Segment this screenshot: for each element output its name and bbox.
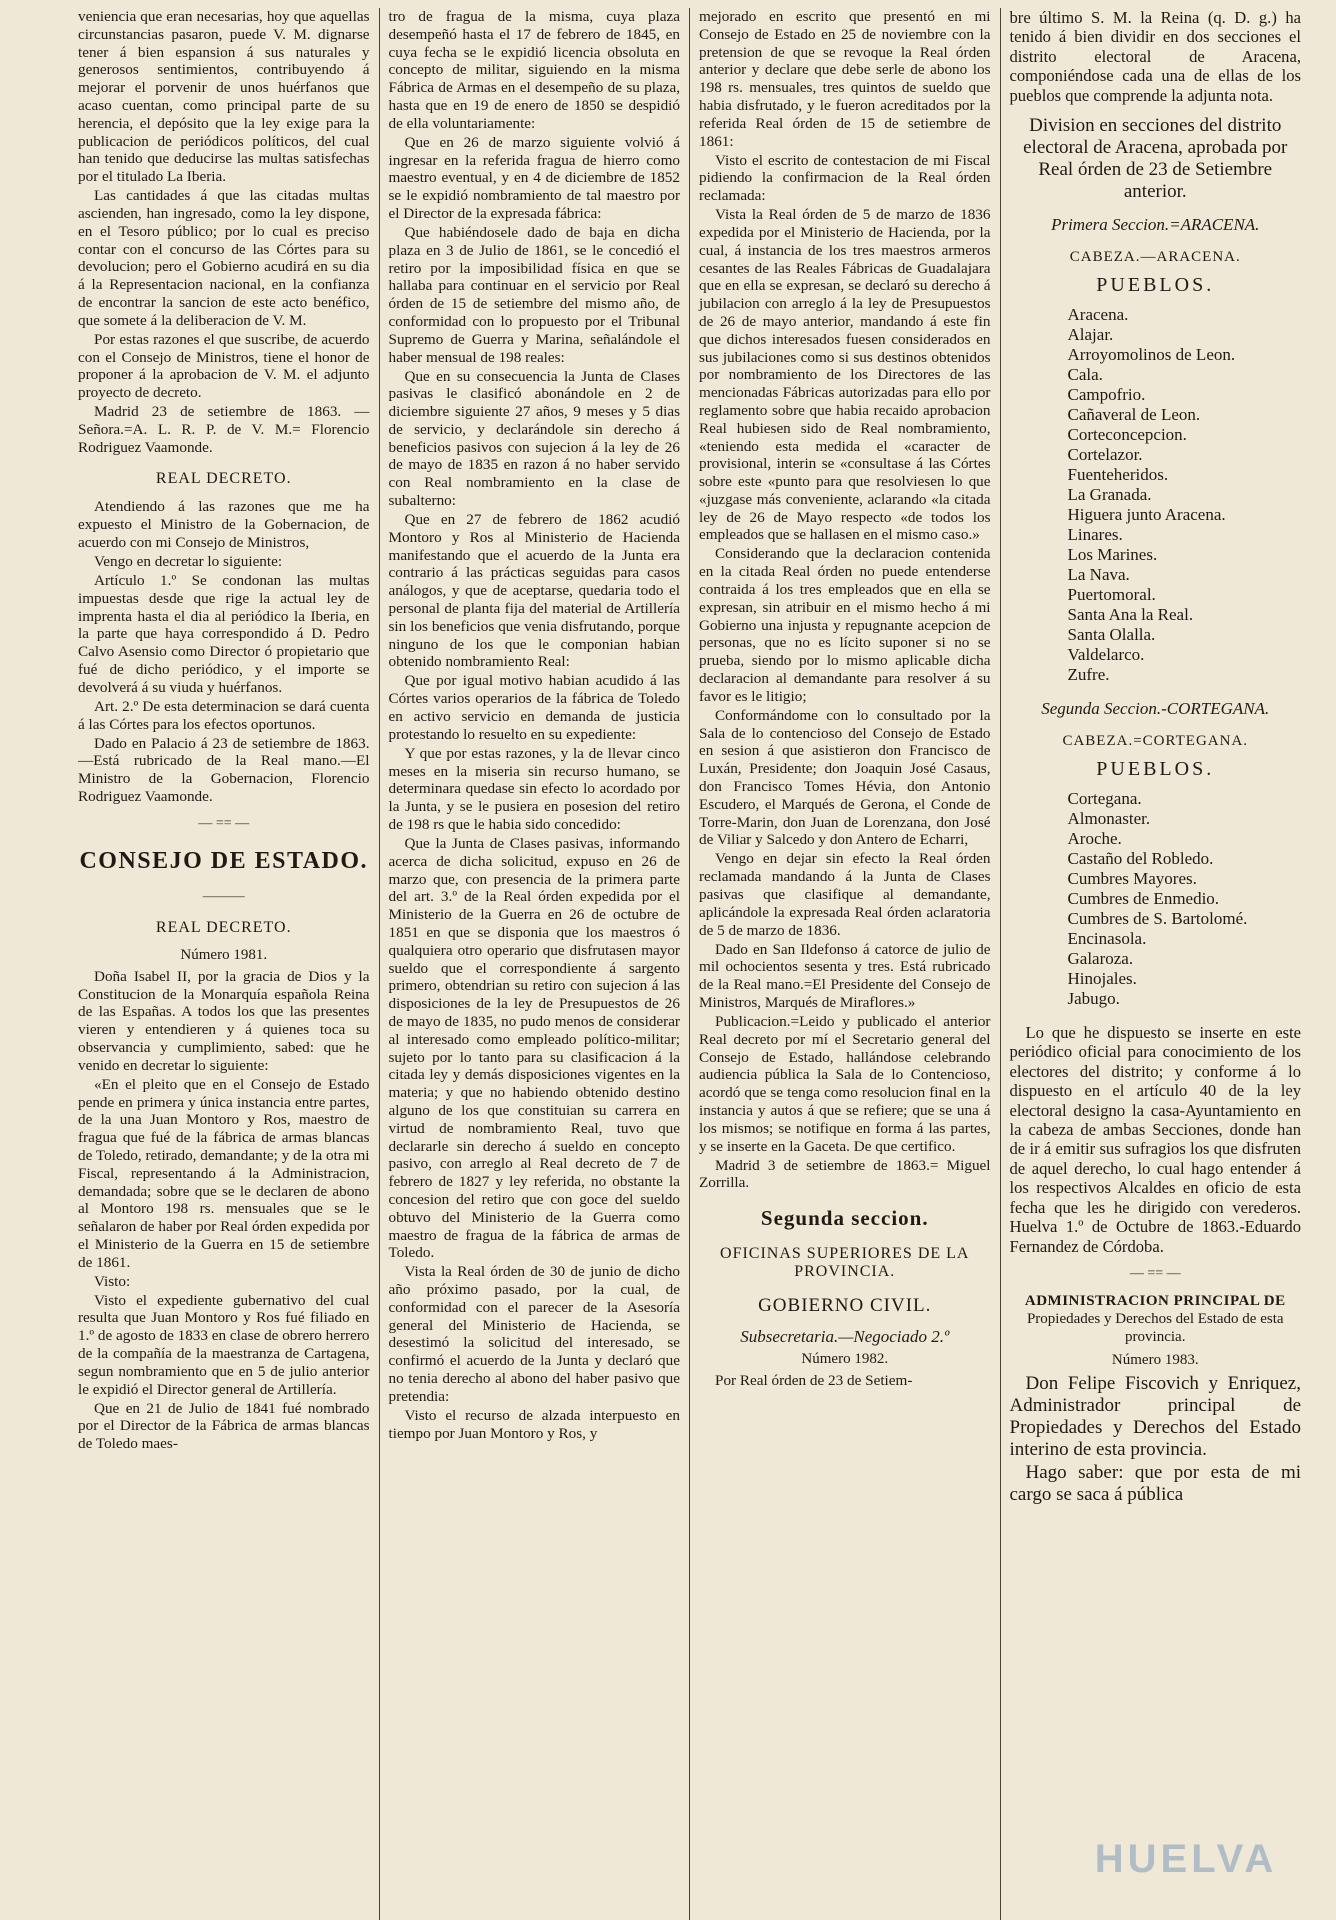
town-item: Cala.: [1067, 365, 1103, 385]
paragraph: Vengo en decretar lo siguiente:: [94, 553, 283, 571]
watermark-huelva: HUELVA: [1094, 1836, 1278, 1881]
section-heading: CONSEJO DE ESTADO.: [79, 847, 369, 874]
signature: Madrid 3 de setiembre de 1863.= Miguel Zorrilla.: [699, 1156, 991, 1192]
column-2: [379, 8, 690, 1920]
town-item: La Granada.: [1067, 485, 1152, 505]
town-item: Encinasola.: [1067, 929, 1147, 949]
town-item: Valdelarco.: [1067, 645, 1145, 665]
town-item: Cumbres Mayores.: [1067, 869, 1197, 889]
town-item: Hinojales.: [1067, 969, 1137, 989]
section-heading: Segunda seccion.: [760, 1206, 929, 1231]
section-heading: OFICINAS SUPERIORES DE LA PROVINCIA.: [720, 1245, 970, 1281]
town-item: Campofrio.: [1067, 385, 1146, 405]
paragraph: Dado en San Ildefonso á catorce de julio de mil ochocientos sesenta y tres. Está rubricado de la Real mano.=El Presidente del Consejo de Ministros, Marqués de Miraflores.»: [699, 940, 991, 1011]
paragraph: Conformándome con lo consultado por la Sala de lo contencioso del Consejo de Estado en sesion á que asistieron don Francisco de Luxán, Presidente; don Joaquin José Casaus, don Francisco Tomes Hévia, don Antonio Escudero, el Marqués de Gerona, el Conde de Torre-Marin, don Juan de Lorenzana, don José de Viliar y Salcedo y don Antero de Echarri,: [699, 706, 991, 849]
paragraph: Visto el expediente gubernativo del cual resulta que Juan Montoro y Ros fué filiado en 1.º de agosto de 1833 en clase de obrero herrero de la compañía de la maestranza de Cartagena, segun nombramiento que en 5 de julio anterior le expidió el Director general de Artillería.: [78, 1291, 370, 1398]
divider: — == —: [198, 815, 250, 831]
paragraph: Considerando que la declaracion contenida en la citada Real órden no puede entenderse contraida á los tres empleados que en ella se expresan, sin atribuir en el mismo hecho á mi Gobierno una injusta y repugnante acepcion de personas, que no es lícito suponer si no se prueba, siendo por lo mismo aplicable dicha declaracion al demandante para resolver á su favor es le litigio;: [699, 545, 991, 705]
paragraph: Que en 21 de Julio de 1841 fué nombrado por el Director de la Fábrica de armas blancas de Toledo maes-: [78, 1399, 370, 1453]
town-item: Almonaster.: [1067, 809, 1151, 829]
town-item: Alajar.: [1067, 325, 1114, 345]
paragraph: Visto el escrito de contestacion de mi Fiscal pidiendo la confirmacion de la Real órden reclamada:: [699, 151, 991, 205]
section-title-aracena: Primera Seccion.=ARACENA.: [1051, 215, 1260, 235]
section-title-cortegana: Segunda Seccion.-CORTEGANA.: [1041, 699, 1270, 719]
town-item: Cumbres de S. Bartolomé.: [1067, 909, 1248, 929]
town-list-cortegana: [1068, 789, 1302, 1009]
town-item: Cortelazor.: [1067, 445, 1143, 465]
column-4: [1000, 8, 1311, 1920]
section-heading: REAL DECRETO.: [155, 918, 292, 936]
town-item: Aracena.: [1067, 305, 1129, 325]
paragraph: veniencia que eran necesarias, hoy que aquellas circunstancias pasaron, puede V. M. dignarse tener á bien espansion á sus naturales y generosos sentimientos, contribuyendo á mejorar el porvenir de unos huérfanos que acaso cuentan, como principal parte de su herencia, el depósito que la ley exige para la publicacion de periódicos políticos, del cual han tenido que deducirse las multas satisfechas por el titulado La Iberia.: [78, 8, 370, 186]
paragraph: Que la Junta de Clases pasivas, informando acerca de dicha solicitud, expuso en 26 de marzo que, con presencia de la primera parte del art. 3.º de la Real órden expedida por el Ministerio de la Guerra en 26 de octubre de 1851 en que se disponia que los maestros ó qualquiera otro operario que disfrutasen mayor sueldo que el correspondiente á sargento primero, obtendrian su retiro con sujecion á las disposiciones de la ley de Presupuestos de 26 de mayo de 1835, no pudo menos de considerar al interesado como empleado político-militar; sujeto por lo tanto para su clasificacion á la citada ley y demás disposiciones vigentes en la materia; y que no habiendo obtenido destino alguno de los que constituian su carrera en virtud de nombramiento Real, tuvo que declararle sin derecho á sueldo en concepto pasivo, con arreglo al Real decreto de 7 de febrero de 1827 y ley referida, no obstante la concesion del retiro que con goce del sueldo obtuvo del Ministerio de la Guerra como maestro de fragua de la fábrica de armas de Toledo.: [388, 834, 680, 1262]
paragraph: Que en 26 de marzo siguiente volvió á ingresar en la referida fragua de hierro como maestro eventual, y en 4 de diciembre de 1852 se le expidió nombramiento de tal maestro por el Director de la expresada fábrica:: [388, 133, 680, 222]
paragraph: Por Real órden de 23 de Setiem-: [715, 1372, 913, 1390]
admin-heading-line: Propiedades y Derechos del Estado de esta provincia.: [1026, 1310, 1284, 1345]
town-item: Puertomoral.: [1067, 585, 1156, 605]
paragraph: Vengo en dejar sin efecto la Real órden reclamada mandando á la Junta de Clases pasivas que clasifique al demandante, aplicándole la expresada Real órden aclaratoria de 5 de marzo de 1836.: [699, 850, 991, 939]
cabeza-line: CABEZA.—ARACENA.: [1069, 249, 1241, 266]
section-heading: REAL DECRETO.: [155, 470, 292, 488]
decree-number: Número 1981.: [180, 946, 268, 963]
paragraph: mejorado en escrito que presentó en mi Consejo de Estado en 25 de noviembre con la pretension de que se revoque la Real órden anterior y declare que debe serle de abono los 198 rs. mensuales, tres quintos de sueldo que habia disfrutado, y le fueron acreditados por la referida Real órden de 15 de setiembre de 1861:: [699, 8, 991, 150]
column-1: [78, 8, 379, 1920]
town-list-aracena: [1068, 305, 1302, 685]
town-item: Jabugo.: [1067, 989, 1120, 1009]
paragraph: «En el pleito que en el Consejo de Estado pende en primera y única instancia entre partes, de la una Juan Montoro y Ros, maestro de fragua que fué de la fábrica de armas blancas de Toledo, retirado, demandante; y de la otra mi Fiscal, representando á la Administracion, demandada; sobre que se le declaren de abono al Montoro 198 rs. mensuales que se le señalaron de haber por Real órden expedida por el Ministerio de la Guerra en 15 de setiembre de 1861.: [78, 1075, 370, 1271]
paragraph: Vista la Real órden de 30 de junio de dicho año próximo pasado, por la cual, de conformidad con el parecer de la Asesoría general del Ministerio de Hacienda, se desestimó la solicitud del interesado, se confirmó el acuerdo de la Junta y declaró que no tenia derecho al abono del haber pasivo que pretendia:: [388, 1263, 680, 1405]
town-item: Aroche.: [1067, 829, 1122, 849]
division-title: Division en secciones del distrito electoral de Aracena, aprobada por Real órden de 23 de Setiembre anterior.: [1023, 115, 1288, 203]
paragraph: Las cantidades á que las citadas multas ascienden, han ingresado, como la ley dispone, en el Tesoro público; por lo cual es preciso contar con el concurso de las Córtes para su devolucion; pero el Gobierno acudirá en su dia á la Representacion nacional, en la confianza de encontrar la sancion de este acto benéfico, que somete á la deliberacion de V. M.: [78, 187, 370, 329]
section-heading: GOBIERNO CIVIL.: [758, 1295, 932, 1317]
paragraph: bre último S. M. la Reina (q. D. g.) ha tenido á bien dividir en dos secciones el distrito electoral de Aracena, componiéndose cada una de ellas de los pueblos que comprende la adjunta nota.: [1009, 8, 1301, 105]
pueblos-heading: PUEBLOS.: [1096, 274, 1215, 297]
paragraph: Publicacion.=Leido y publicado el anterior Real decreto por mí el Secretario general del Consejo de Estado, hallándose celebrando audiencia pública la Sala de lo Contencioso, acordó que se tenga como resolucion final en la instancia y autos á que se refiere; que se una á los mismos; se notifique en forma á las partes, y se inserte en la Gaceta. De que certifico.: [699, 1012, 991, 1155]
paragraph: Por estas razones el que suscribe, de acuerdo con el Consejo de Ministros, tiene el honor de proponer á la aprobacion de V. M. el adjunto proyecto de decreto.: [78, 330, 370, 402]
paragraph: Visto el recurso de alzada interpuesto en tiempo por Juan Montoro y Ros, y: [388, 1406, 680, 1442]
paragraph: Lo que he dispuesto se inserte en este periódico oficial para conocimiento de los electores del distrito; y conforme á lo dispuesto en el artículo 40 de la ley electoral designo la casa-Ayuntamiento en la cabeza de ambas Secciones, donde han de ir á emitir sus sufragios los que disfruten de aquel derecho, lo cual hago entender á los respectivos Alcaldes en oficio de esta fecha que les he dirigido con verederos. Huelva 1.º de Octubre de 1863.-Eduardo Fernandez de Córdoba.: [1009, 1023, 1301, 1256]
paragraph: Que por igual motivo habian acudido á las Córtes varios operarios de la fábrica de Toledo en activo servicio en demanda de justicia protestando lo resuelto en su expediente:: [388, 672, 680, 743]
paragraph: Art. 2.º De esta determinacion se dará cuenta á las Córtes para los efectos oportunos.: [78, 697, 370, 733]
town-item: Cañaveral de Leon.: [1067, 405, 1201, 425]
cabeza-line: CABEZA.=CORTEGANA.: [1062, 733, 1249, 750]
column-3: [689, 8, 1000, 1920]
town-item: Santa Olalla.: [1067, 625, 1156, 645]
paragraph: Doña Isabel II, por la gracia de Dios y la Constitucion de la Monarquía española Reina de las Españas. A todos los que las presentes vieren y entendieren y á quienes toca su observancia y cumplimiento, sabed: que he venido en decretar lo siguiente:: [78, 967, 370, 1074]
divider: ———: [202, 888, 245, 904]
decree-number: Número 1982.: [801, 1351, 889, 1368]
paragraph: Visto:: [94, 1272, 131, 1290]
town-item: Galaroza.: [1067, 949, 1134, 969]
town-item: Cortegana.: [1067, 789, 1142, 809]
paragraph: Hago saber: que por esta de mi cargo se saca á pública: [1009, 1462, 1301, 1506]
paragraph: Y que por estas razones, y la de llevar cinco meses en la miseria sin recurso humano, se determinara quedase sin efecto lo acordado por la Junta, y se le pusiera en posesion del retiro de 198 rs que le habia sido concedido:: [388, 744, 680, 833]
signature: Madrid 23 de setiembre de 1863. —Señora.=A. L. R. P. de V. M.= Florencio Rodriguez Vaamonde.: [78, 403, 370, 456]
paragraph: Que habiéndosele dado de baja en dicha plaza en 3 de Julio de 1861, se le concedió el retiro por la imposibilidad física en que se hallaba para continuar en el servicio por Real órden de 15 de setiembre del mismo año, de conformidad con lo propuesto por el Tribunal Supremo de Guerra y Marina, señalándole el haber mensual de 198 reales:: [388, 223, 680, 366]
town-item: Santa Ana la Real.: [1067, 605, 1194, 625]
paragraph: Que en 27 de febrero de 1862 acudió Montoro y Ros al Ministerio de Hacienda manifestando que el acuerdo de la Junta era contrario á las prácticas seguidas para casos análogos, y que de aceptarse, quedaria todo el personal de planta fija del material de Artillería sin los beneficios que venia disfrutando, porque ninguno de los que le componian habian obtenido nombramiento Real:: [388, 511, 680, 671]
paragraph: Que en su consecuencia la Junta de Clases pasivas le clasificó abonándole en 2 de diciembre siguiente 27 años, 9 meses y 5 dias de servicio, y declarándole sin derecho á beneficios pasivos con sujecion á la ley de 26 de mayo de 1835 en razon á no haber servido con Real nombramiento en la clase de subalterno:: [388, 367, 680, 510]
town-item: Corteconcepcion.: [1067, 425, 1187, 445]
decree-number: Número 1983.: [1111, 1351, 1199, 1368]
town-item: Castaño del Robledo.: [1067, 849, 1214, 869]
admin-heading-line: ADMINISTRACION PRINCIPAL DE: [1024, 1292, 1286, 1309]
pueblos-heading: PUEBLOS.: [1096, 758, 1215, 781]
admin-heading: [1010, 1292, 1302, 1346]
town-item: Cumbres de Enmedio.: [1067, 889, 1220, 909]
town-item: Arroyomolinos de Leon.: [1067, 345, 1236, 365]
paragraph: Dado en Palacio á 23 de setiembre de 1863.—Está rubricado de la Real mano.—El Ministro de la Gobernacion, Florencio Rodriguez Vaamonde.: [78, 734, 370, 805]
town-item: Fuenteheridos.: [1067, 465, 1169, 485]
town-item: Higuera junto Aracena.: [1067, 505, 1226, 525]
subsection-heading: Subsecretaria.—Negociado 2.º: [740, 1327, 950, 1347]
town-item: Los Marines.: [1067, 545, 1158, 565]
divider: — == —: [1129, 1265, 1181, 1281]
paragraph: tro de fragua de la misma, cuya plaza desempeñó hasta el 17 de febrero de 1845, en cuya fecha se le expidió licencia obsoluta en concepto de militar, siguiendo en la misma Fábrica de Armas en el desempeño de su plaza, hasta que en 19 de enero de 1850 se despidió de ella voluntariamente:: [388, 8, 680, 132]
paragraph: Artículo 1.º Se condonan las multas impuestas desde que rige la actual ley de imprenta hasta el dia al periódico la Iberia, en la parte que haya correspondido á D. Pedro Calvo Asensio como Director ó propietario que fué de dicho periódico, y el importe se devolverá á su viuda y huérfanos.: [78, 572, 370, 696]
paragraph: Atendiendo á las razones que me ha expuesto el Ministro de la Gobernacion, de acuerdo con mi Consejo de Ministros,: [78, 498, 370, 552]
town-item: Zufre.: [1067, 665, 1110, 685]
paragraph: Vista la Real órden de 5 de marzo de 1836 expedida por el Ministerio de Hacienda, por la cual, á instancia de los tres maestros armeros cesantes de las Reales Fábricas de Guadalajara que en ella se expresan, se declaró su derecho á jubilacion con arreglo á la ley de Presupuestos de 26 de mayo anterior, mandando á este fin que dichos interesados fuesen considerados en sus jubilaciones como si sus destinos obtenidos por nombramiento de los Directores de las mencionadas Fábricas autorizadas para ello por reglamento sobre que habia recaido aprobacion Real hubiesen sido de Real nombramiento, «teniendo esta medida el «caracter de provisional, interin se «consultase á las Córtes sobre este «punto para que resolviesen lo que «juzgase más conveniente, aclarando «la citada ley de 26 de Mayo respecto «de todos los empleados que se hallasen en el mismo caso.»: [699, 206, 991, 544]
town-item: La Nava.: [1067, 565, 1130, 585]
paragraph: Don Felipe Fiscovich y Enriquez, Administrador principal de Propiedades y Derechos del Estado interino de esta provincia.: [1009, 1372, 1301, 1460]
town-item: Linares.: [1067, 525, 1123, 545]
